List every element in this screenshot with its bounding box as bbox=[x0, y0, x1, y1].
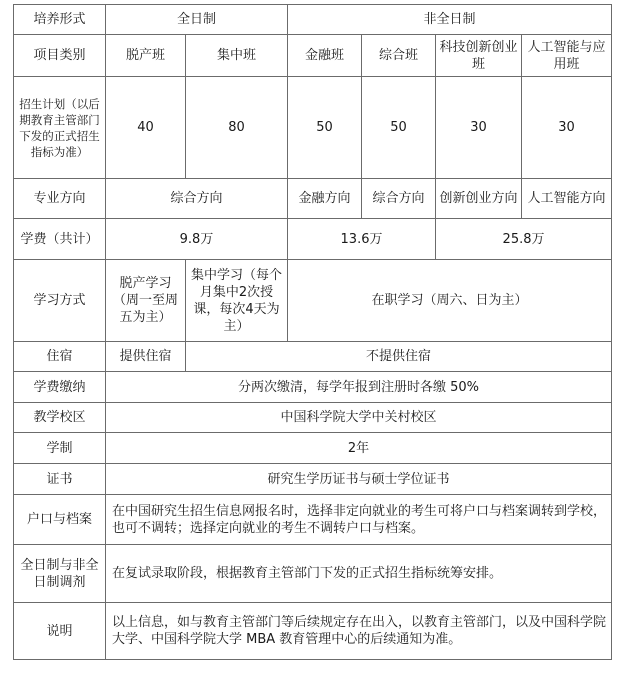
row-category bbox=[14, 35, 612, 77]
row-duration bbox=[14, 433, 612, 464]
row-certificate bbox=[14, 464, 612, 495]
adjustment-value: 在复试录取阶段，根据教育主管部门下发的正式招生指标统筹安排。 bbox=[106, 545, 612, 603]
note-value: 以上信息，如与教育主管部门等后续规定存在出入，以教育主管部门，以及中国科学院大学、中国科学院大学 MBA 教育管理中心的后续通知为准。 bbox=[106, 603, 612, 660]
row-payment bbox=[14, 372, 612, 403]
payment-value: 分两次缴清，每学年报到注册时各缴 50% bbox=[106, 372, 612, 403]
admission-info-table bbox=[13, 4, 612, 660]
label-campus: 教学校区 bbox=[14, 403, 106, 433]
row-adjustment bbox=[14, 545, 612, 603]
mode-concentrated: 集中学习（每个月集中2次授课，每次4天为主） bbox=[186, 260, 288, 342]
direction-full-time: 综合方向 bbox=[106, 179, 288, 219]
direction-ai: 人工智能方向 bbox=[522, 179, 612, 219]
class-ai: 人工智能与应用班 bbox=[522, 35, 612, 77]
hukou-value: 在中国研究生招生信息网报名时，选择非定向就业的考生可将户口与档案调转到学校，也可不调转；选择定向就业的考生不调转户口与档案。 bbox=[106, 495, 612, 545]
row-study-mode bbox=[14, 260, 612, 342]
label-duration: 学制 bbox=[14, 433, 106, 464]
plan-finance: 50 bbox=[288, 77, 362, 179]
tuition-mid: 13.6万 bbox=[288, 219, 436, 260]
direction-finance: 金融方向 bbox=[288, 179, 362, 219]
row-housing bbox=[14, 342, 612, 372]
campus-value: 中国科学院大学中关村校区 bbox=[106, 403, 612, 433]
label-housing: 住宿 bbox=[14, 342, 106, 372]
label-note: 说明 bbox=[14, 603, 106, 660]
class-innovation: 科技创新创业班 bbox=[436, 35, 522, 77]
class-finance: 金融班 bbox=[288, 35, 362, 77]
direction-innovation: 创新创业方向 bbox=[436, 179, 522, 219]
direction-general: 综合方向 bbox=[362, 179, 436, 219]
plan-innovation: 30 bbox=[436, 77, 522, 179]
tuition-full-time: 9.8万 bbox=[106, 219, 288, 260]
row-campus bbox=[14, 403, 612, 433]
label-plan: 招生计划（以后期教育主管部门下发的正式招生指标为准） bbox=[14, 77, 106, 179]
plan-concentrated: 80 bbox=[186, 77, 288, 179]
label-direction: 专业方向 bbox=[14, 179, 106, 219]
format-full-time: 全日制 bbox=[106, 5, 288, 35]
housing-not-provided: 不提供住宿 bbox=[186, 342, 612, 372]
label-format: 培养形式 bbox=[14, 5, 106, 35]
label-certificate: 证书 bbox=[14, 464, 106, 495]
label-category: 项目类别 bbox=[14, 35, 106, 77]
certificate-value: 研究生学历证书与硕士学位证书 bbox=[106, 464, 612, 495]
mode-full-release: 脱产学习（周一至周五为主） bbox=[106, 260, 186, 342]
label-study-mode: 学习方式 bbox=[14, 260, 106, 342]
plan-full-release: 40 bbox=[106, 77, 186, 179]
row-direction bbox=[14, 179, 612, 219]
label-payment: 学费缴纳 bbox=[14, 372, 106, 403]
duration-value: 2年 bbox=[106, 433, 612, 464]
plan-general: 50 bbox=[362, 77, 436, 179]
class-full-release: 脱产班 bbox=[106, 35, 186, 77]
tuition-high: 25.8万 bbox=[436, 219, 612, 260]
row-tuition bbox=[14, 219, 612, 260]
row-plan bbox=[14, 77, 612, 179]
format-part-time: 非全日制 bbox=[288, 5, 612, 35]
mode-in-service: 在职学习（周六、日为主） bbox=[288, 260, 612, 342]
row-note bbox=[14, 603, 612, 660]
housing-provided: 提供住宿 bbox=[106, 342, 186, 372]
label-hukou: 户口与档案 bbox=[14, 495, 106, 545]
class-general: 综合班 bbox=[362, 35, 436, 77]
class-concentrated: 集中班 bbox=[186, 35, 288, 77]
plan-ai: 30 bbox=[522, 77, 612, 179]
label-tuition: 学费（共计） bbox=[14, 219, 106, 260]
row-format bbox=[14, 5, 612, 35]
label-adjustment: 全日制与非全日制调剂 bbox=[14, 545, 106, 603]
row-hukou bbox=[14, 495, 612, 545]
